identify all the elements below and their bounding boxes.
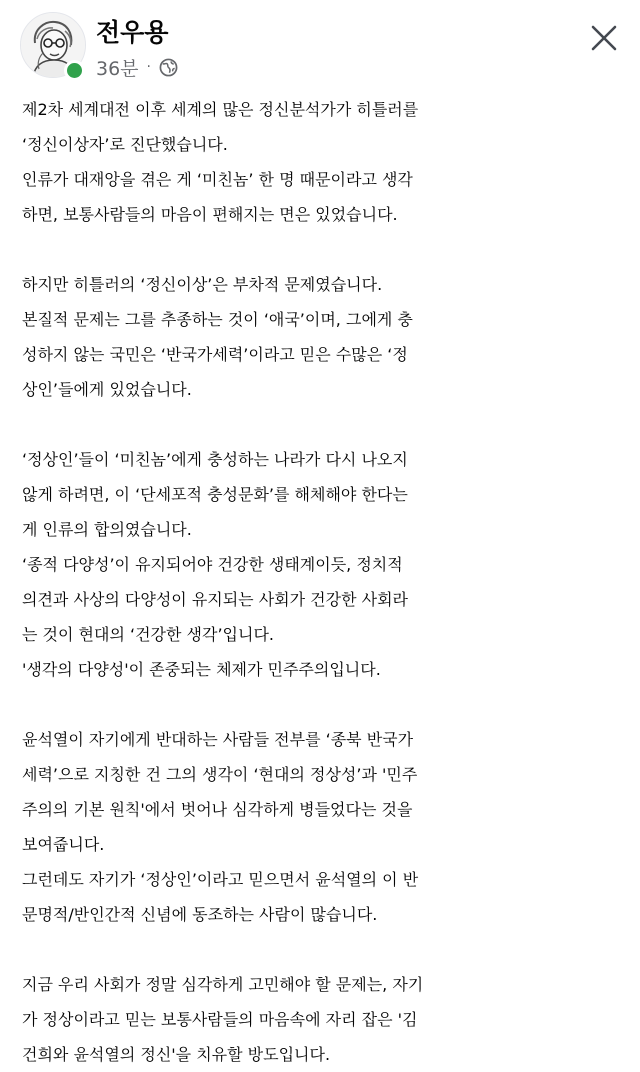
text-line: ‘정상인’들이 ‘미친놈’에게 충성하는 나라가 다시 나오지 — [22, 450, 408, 469]
text-line: 그런데도 자기가 ‘정상인’이라고 믿으면서 윤석열의 이 반 — [22, 870, 419, 889]
text-line: 가 정상이라고 믿는 보통사람들의 마음속에 자리 잡은 '김 — [22, 1010, 418, 1029]
text-line: 문명적/반인간적 신념에 동조하는 사람이 많습니다. — [22, 905, 378, 924]
paragraph — [22, 722, 634, 932]
text-line: ‘종적 다양성’이 유지되어야 건강한 생태계이듯, 정치적 — [22, 555, 403, 574]
paragraph — [22, 442, 634, 687]
paragraph-gap — [22, 687, 634, 722]
post-text — [22, 92, 634, 1072]
text-line: 성하지 않는 국민은 ‘반국가세력’이라고 믿은 수많은 ‘정 — [22, 345, 408, 364]
text-line: ‘정신이상자’로 진단했습니다. — [22, 135, 228, 154]
online-status-indicator — [64, 60, 85, 81]
paragraph — [22, 967, 634, 1072]
post-meta — [96, 54, 178, 80]
close-button[interactable] — [582, 16, 626, 60]
paragraph-gap — [22, 232, 634, 267]
text-line: 는 것이 현대의 ‘건강한 생각’입니다. — [22, 625, 274, 644]
paragraph — [22, 267, 634, 407]
text-line: 인류가 대재앙을 겪은 게 ‘미친놈’ 한 명 때문이라고 생각 — [22, 170, 413, 189]
meta-separator: · — [146, 59, 151, 75]
text-line: '생각의 다양성'이 존중되는 체제가 민주주의입니다. — [22, 660, 381, 679]
text-line: 제2차 세계대전 이후 세계의 많은 정신분석가가 히틀러를 — [22, 100, 419, 119]
text-line: 윤석열이 자기에게 반대하는 사람들 전부를 ‘종북 반국가 — [22, 730, 414, 749]
text-line: 하지만 히틀러의 ‘정신이상’은 부차적 문제였습니다. — [22, 275, 383, 294]
text-line: 건희와 윤석열의 정신'을 치유할 방도입니다. — [22, 1045, 331, 1064]
text-line: 게 인류의 합의였습니다. — [22, 520, 192, 539]
text-line: 지금 우리 사회가 정말 심각하게 고민해야 할 문제는, 자기 — [22, 975, 424, 994]
text-line: 하면, 보통사람들의 마음이 편해지는 면은 있었습니다. — [22, 205, 398, 224]
text-line: 상인’들에게 있었습니다. — [22, 380, 192, 399]
post-header — [0, 0, 640, 92]
text-line: 본질적 문제는 그를 추종하는 것이 ‘애국’이며, 그에게 충 — [22, 310, 413, 329]
close-icon — [591, 25, 617, 51]
text-line: 않게 하려면, 이 ‘단세포적 충성문화’를 해체해야 한다는 — [22, 485, 408, 504]
text-line: 보여줍니다. — [22, 835, 105, 854]
paragraph-gap — [22, 932, 634, 967]
text-line: 의견과 사상의 다양성이 유지되는 사회가 건강한 사회라 — [22, 590, 409, 609]
text-line: 주의의 기본 원칙'에서 벗어나 심각하게 병들었다는 것을 — [22, 800, 413, 819]
globe-icon[interactable] — [159, 58, 178, 77]
text-line: 세력’으로 지칭한 건 그의 생각이 ‘현대의 정상성’과 '민주 — [22, 765, 418, 784]
author-name[interactable]: 전우용 — [96, 18, 169, 47]
paragraph-gap — [22, 407, 634, 442]
paragraph — [22, 92, 634, 232]
post-time[interactable]: 36분 — [96, 57, 139, 80]
